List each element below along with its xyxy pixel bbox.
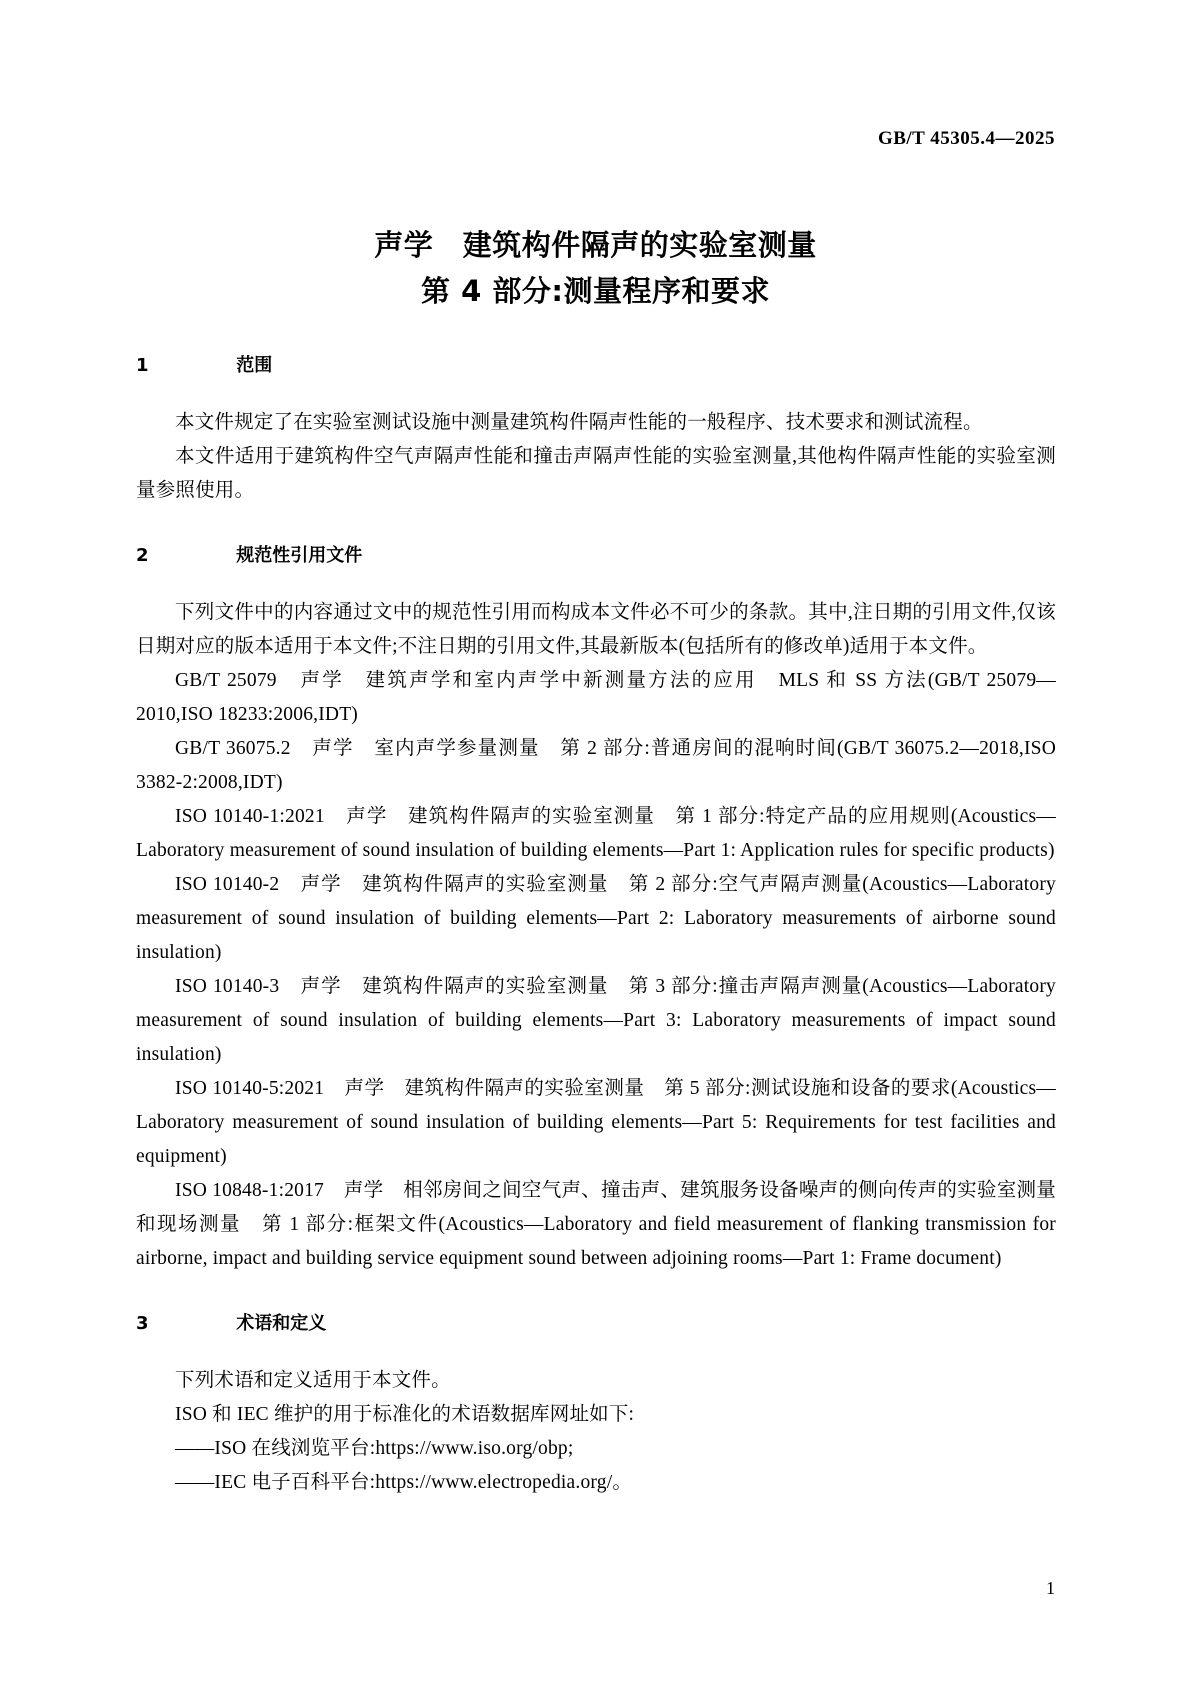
reference-entry: GB/T 36075.2 声学 室内声学参量测量 第 2 部分:普通房间的混响时间(GB/T 36075.2—2018,ISO 3382-2:2008,IDT) <box>136 738 1056 793</box>
section-number-2: 2 <box>136 545 149 566</box>
standard-number: GB/T 45305.4—2025 <box>877 128 1055 149</box>
reference-entry: ISO 10140-1:2021 声学 建筑构件隔声的实验室测量 第 1 部分:特定产品的应用规则(Acoustics—Laboratory measurement of sound insulation of building elements—Part 1: Application rules for specific products) <box>136 806 1056 861</box>
document-body <box>136 352 1056 1500</box>
spacer <box>136 570 1056 596</box>
spacer <box>136 380 1056 406</box>
reference-entry: ISO 10140-2 声学 建筑构件隔声的实验室测量 第 2 部分:空气声隔声测量(Acoustics—Laboratory measurement of sound insulation of building elements—Part 2: Laboratory measurements of airborne sound insulation) <box>136 874 1056 963</box>
page-number: 1 <box>1046 1578 1055 1598</box>
reference-entry: GB/T 25079 声学 建筑声学和室内声学中新测量方法的应用 MLS 和 SS 方法(GB/T 25079—2010,ISO 18233:2006,IDT) <box>136 670 1056 725</box>
page-header <box>136 128 1055 158</box>
document-title <box>136 222 1055 314</box>
paragraph: 本文件规定了在实验室测试设施中测量建筑构件隔声性能的一般程序、技术要求和测试流程。 <box>175 412 983 433</box>
paragraph: 下列文件中的内容通过文中的规范性引用而构成本文件必不可少的条款。其中,注日期的引用文件,仅该日期对应的版本适用于本文件;不注日期的引用文件,其最新版本(包括所有的修改单)适用于本文件。 <box>136 602 1056 657</box>
section-heading-3 <box>136 1310 1056 1338</box>
paragraph: 本文件适用于建筑构件空气声隔声性能和撞击声隔声性能的实验室测量,其他构件隔声性能的实验室测量参照使用。 <box>136 446 1056 501</box>
section-heading-1 <box>136 352 1056 380</box>
section-title-1: 范围 <box>236 355 273 376</box>
reference-entry: ISO 10140-5:2021 声学 建筑构件隔声的实验室测量 第 5 部分:测试设施和设备的要求(Acoustics—Laboratory measurement of sound insulation of building elements—Part 5: Requirements for test facilities and equipment) <box>136 1078 1056 1167</box>
list-item: ——IEC 电子百科平台:https://www.electropedia.org/。 <box>175 1472 633 1493</box>
list-item: ——ISO 在线浏览平台:https://www.iso.org/obp; <box>175 1438 574 1459</box>
section-title-2: 规范性引用文件 <box>236 545 363 566</box>
title-line-1: 声学 建筑构件隔声的实验室测量 <box>374 228 817 262</box>
spacer <box>136 1338 1056 1364</box>
paragraph: 下列术语和定义适用于本文件。 <box>175 1370 451 1391</box>
section-number-3: 3 <box>136 1313 149 1334</box>
spacer <box>136 1276 1056 1310</box>
section-heading-2 <box>136 542 1056 570</box>
reference-entry: ISO 10848-1:2017 声学 相邻房间之间空气声、撞击声、建筑服务设备噪声的侧向传声的实验室测量和现场测量 第 1 部分:框架文件(Acoustics—Laboratory and field measurement of flanking transmission for airborne, impact and building service equipment sound between adjoining rooms—Part 1: Frame document) <box>136 1180 1056 1269</box>
spacer <box>136 508 1056 542</box>
reference-entry: ISO 10140-3 声学 建筑构件隔声的实验室测量 第 3 部分:撞击声隔声测量(Acoustics—Laboratory measurement of sound insulation of building elements—Part 3: Laboratory measurements of impact sound insulation) <box>136 976 1056 1065</box>
section-title-3: 术语和定义 <box>236 1313 327 1334</box>
title-line-2: 第 4 部分:测量程序和要求 <box>421 274 770 308</box>
paragraph: ISO 和 IEC 维护的用于标准化的术语数据库网址如下: <box>175 1404 635 1425</box>
section-number-1: 1 <box>136 355 149 376</box>
